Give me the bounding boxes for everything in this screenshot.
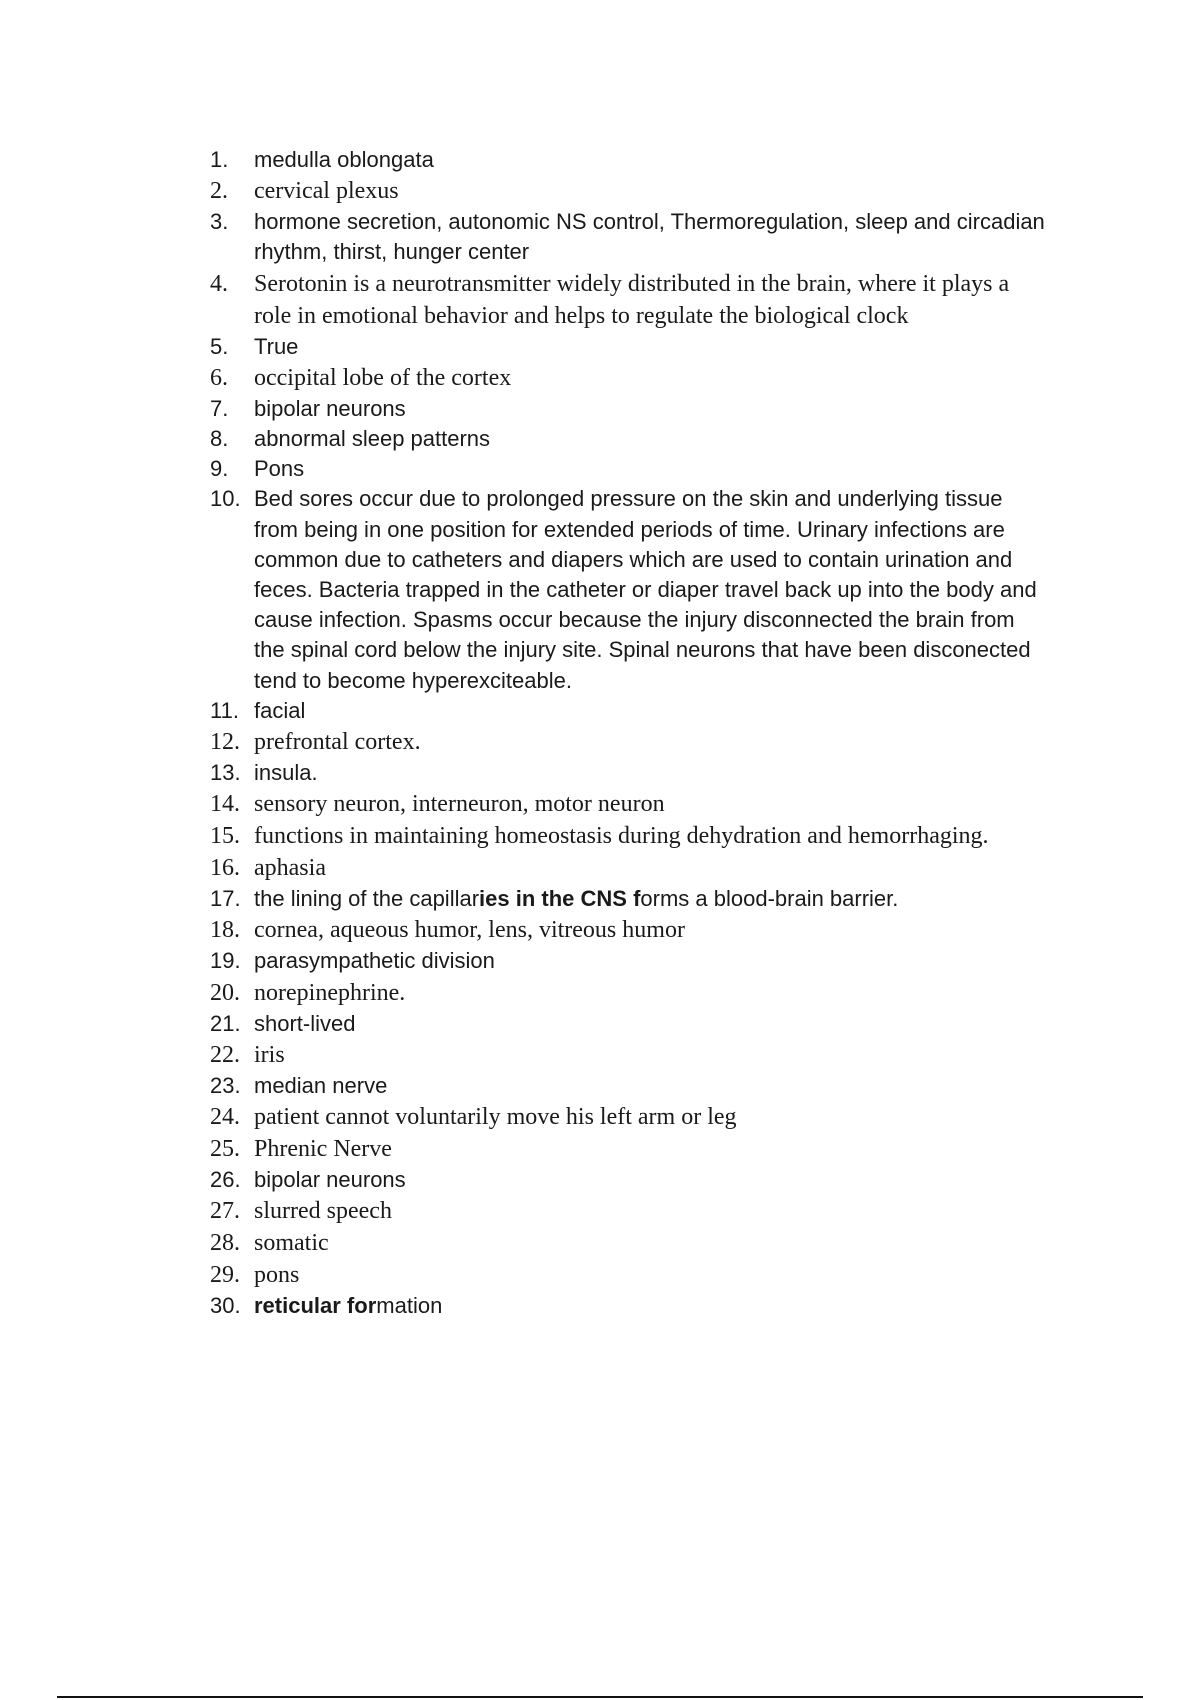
answer-text <box>254 332 1050 362</box>
answer-text-segment: orms a blood-brain barrier. <box>640 886 899 912</box>
answer-text <box>254 1259 1050 1291</box>
answer-item <box>210 268 1050 332</box>
answer-text-segment: True <box>254 333 299 359</box>
answer-text-segment: cervical plexus <box>254 178 399 205</box>
answer-text <box>254 1039 1050 1071</box>
answer-item <box>210 852 1050 884</box>
answer-text <box>254 268 1050 332</box>
answer-text-segment: Serotonin is a neurotransmitter widely distributed in the brain, where it plays a role in emotional behavior and helps to regulate the biological clock <box>254 270 1010 329</box>
answer-item <box>210 726 1050 758</box>
answer-item <box>210 145 1050 175</box>
answer-number: 1. <box>210 147 229 172</box>
answer-text <box>254 977 1050 1009</box>
answer-item <box>210 207 1050 267</box>
answer-text <box>254 946 1050 976</box>
answer-item <box>210 332 1050 362</box>
answer-item <box>210 1165 1050 1195</box>
answer-text <box>254 1071 1050 1101</box>
answer-number: 16. <box>210 855 240 882</box>
answer-item <box>210 977 1050 1009</box>
answer-text <box>254 454 1050 484</box>
answer-number: 6. <box>210 364 228 391</box>
answer-text-bold-segment: ies in the CNS f <box>479 886 641 912</box>
answer-text <box>254 362 1050 394</box>
answer-text-segment: median nerve <box>254 1072 388 1098</box>
answer-text-segment: slurred speech <box>254 1198 392 1225</box>
answer-item <box>210 914 1050 946</box>
answer-text-segment: patient cannot voluntarily move his left arm or leg <box>254 1104 737 1131</box>
answer-text-segment: aphasia <box>254 855 326 882</box>
answer-number: 4. <box>210 270 228 297</box>
answer-text-segment: bipolar neurons <box>254 395 406 421</box>
answer-text <box>254 207 1050 267</box>
answer-number: 29. <box>210 1262 240 1289</box>
answer-number: 7. <box>210 395 229 421</box>
answer-text-segment: mation <box>376 1293 443 1319</box>
answer-text-segment: short-lived <box>254 1010 356 1036</box>
answer-item <box>210 1291 1050 1321</box>
answer-text <box>254 484 1050 695</box>
answer-text <box>254 1195 1050 1227</box>
answer-number: 20. <box>210 979 240 1006</box>
answer-text <box>254 884 1050 914</box>
answer-item <box>210 1039 1050 1071</box>
answer-number: 28. <box>210 1230 240 1257</box>
answer-item <box>210 1133 1050 1165</box>
answer-list <box>210 145 1050 1321</box>
answer-text <box>254 1009 1050 1039</box>
answer-number: 30. <box>210 1293 241 1319</box>
answer-text-segment: functions in maintaining homeostasis during dehydration and hemorrhaging. <box>254 823 989 850</box>
answer-number: 14. <box>210 791 240 818</box>
answer-text-segment: insula. <box>254 760 318 786</box>
answer-text <box>254 394 1050 424</box>
answer-item <box>210 1227 1050 1259</box>
answer-text-bold-segment: reticular for <box>254 1293 377 1319</box>
answer-text-segment: Pons <box>254 456 305 482</box>
answer-number: 26. <box>210 1167 241 1193</box>
answer-text-segment: iris <box>254 1041 285 1068</box>
answer-item <box>210 946 1050 976</box>
answer-number: 5. <box>210 333 229 359</box>
answer-number: 8. <box>210 426 229 452</box>
answer-text <box>254 788 1050 820</box>
answer-text <box>254 852 1050 884</box>
answer-item <box>210 1195 1050 1227</box>
answer-item <box>210 484 1050 695</box>
answer-item <box>210 758 1050 788</box>
answer-text <box>254 145 1050 175</box>
answer-text-segment: prefrontal cortex. <box>254 729 421 756</box>
answer-text-segment: somatic <box>254 1230 329 1257</box>
answer-number: 24. <box>210 1104 240 1131</box>
answer-item <box>210 454 1050 484</box>
answer-text <box>254 1291 1050 1321</box>
answer-text-segment: facial <box>254 697 306 723</box>
answer-number: 9. <box>210 456 229 482</box>
answer-item <box>210 820 1050 852</box>
answer-text-segment: the lining of the capillar <box>254 886 480 912</box>
answer-number: 18. <box>210 917 240 944</box>
answer-item <box>210 362 1050 394</box>
answer-item <box>210 1101 1050 1133</box>
answer-text <box>254 1101 1050 1133</box>
answer-text <box>254 1227 1050 1259</box>
answer-number: 13. <box>210 760 241 786</box>
answer-number: 21. <box>210 1010 241 1036</box>
answer-number: 15. <box>210 823 240 850</box>
answer-text-segment: sensory neuron, interneuron, motor neuron <box>254 791 665 818</box>
answer-text <box>254 758 1050 788</box>
answer-number: 3. <box>210 209 229 235</box>
answer-text-segment: norepinephrine. <box>254 979 406 1006</box>
footer-rule <box>57 1696 1143 1698</box>
answer-number: 10. <box>210 486 241 512</box>
answer-text <box>254 175 1050 207</box>
answer-text <box>254 1133 1050 1165</box>
answer-number: 23. <box>210 1072 241 1098</box>
answer-number: 11. <box>210 697 239 723</box>
answer-number: 22. <box>210 1041 240 1068</box>
answer-number: 17. <box>210 886 241 912</box>
answer-number: 25. <box>210 1136 240 1163</box>
answer-text <box>254 726 1050 758</box>
answer-number: 19. <box>210 948 241 974</box>
answer-item <box>210 175 1050 207</box>
answer-text <box>254 1165 1050 1195</box>
answer-text-segment: medulla oblongata <box>254 147 434 172</box>
answer-text-segment: Bed sores occur due to prolonged pressure on the skin and underlying tissue from being in one position for extended periods of time. Urinary infections are common due to catheters and diapers which are used to contain urination and feces. Bacteria trapped in the catheter or diaper travel back up into the body and cause infection. Spasms occur because the injury disconnected the brain from the spinal cord below the injury site. Spinal neurons that have been disconected tend to become hyperexciteable. <box>254 486 1037 693</box>
answer-number: 27. <box>210 1198 240 1225</box>
answer-number: 12. <box>210 729 240 756</box>
answer-text-segment: abnormal sleep patterns <box>254 426 491 452</box>
answer-item <box>210 788 1050 820</box>
answer-text-segment: Phrenic Nerve <box>254 1136 392 1163</box>
answer-text-segment: parasympathetic division <box>254 948 495 974</box>
answer-item <box>210 884 1050 914</box>
answer-text <box>254 424 1050 454</box>
answer-item <box>210 1259 1050 1291</box>
answer-text-segment: pons <box>254 1262 300 1289</box>
answer-item <box>210 1009 1050 1039</box>
answer-item <box>210 424 1050 454</box>
answer-number: 2. <box>210 178 228 205</box>
answer-text <box>254 914 1050 946</box>
answer-text <box>254 696 1050 726</box>
answer-item <box>210 696 1050 726</box>
answer-text-segment: occipital lobe of the cortex <box>254 364 512 391</box>
answer-text-segment: hormone secretion, autonomic NS control, Thermoregulation, sleep and circadian rhythm, thirst, hunger center <box>254 209 1045 265</box>
answer-item <box>210 394 1050 424</box>
answer-item <box>210 1071 1050 1101</box>
answer-text <box>254 820 1050 852</box>
answer-text-segment: cornea, aqueous humor, lens, vitreous humor <box>254 917 685 944</box>
answer-text-segment: bipolar neurons <box>254 1167 406 1193</box>
